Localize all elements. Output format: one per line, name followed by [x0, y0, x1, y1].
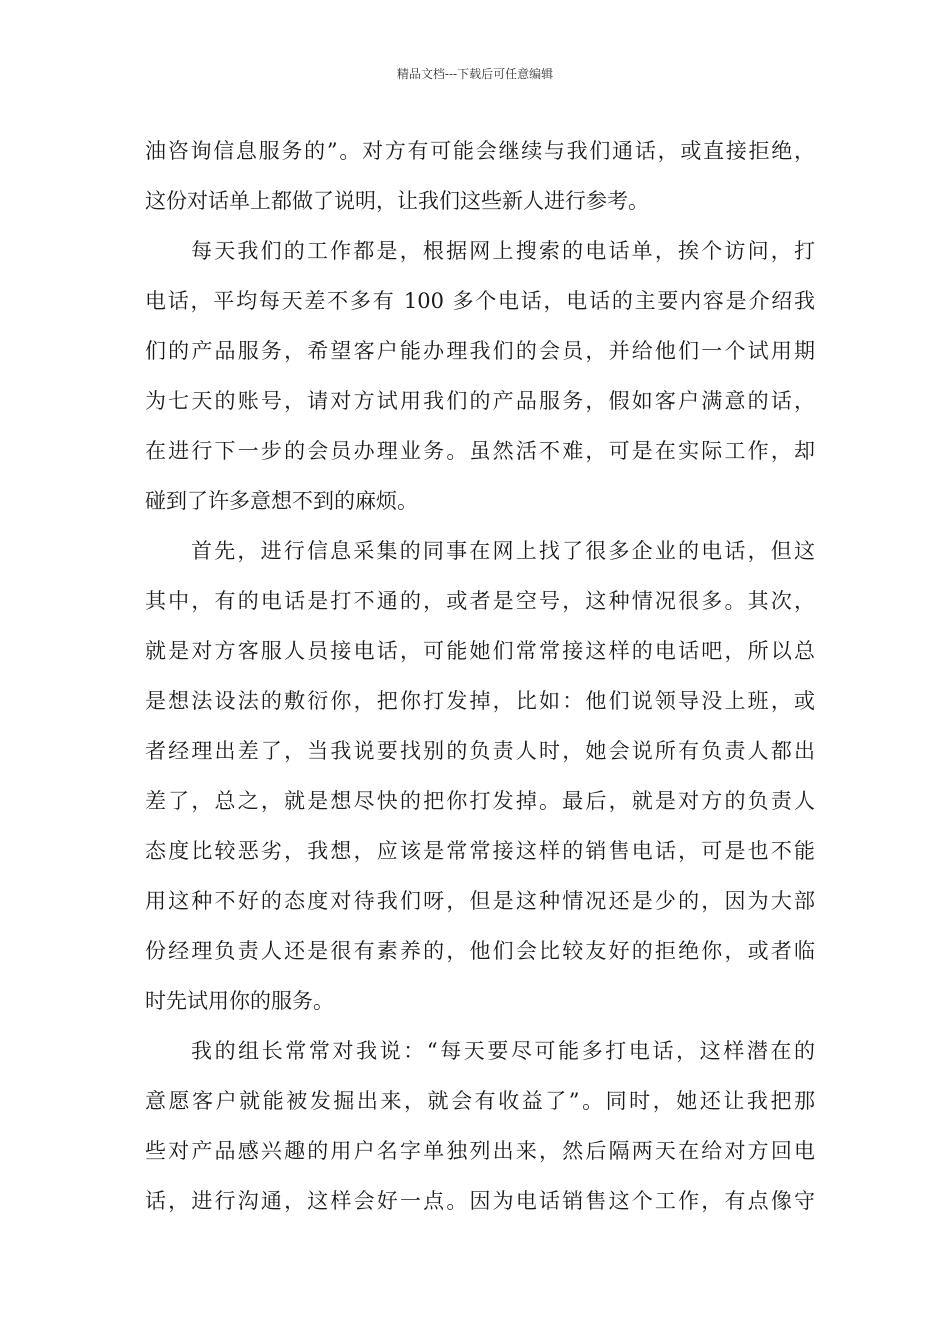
text-line: 油咨询信息服务的”。对方有可能会继续与我们通话，或直接拒绝，	[145, 139, 815, 163]
paragraph	[145, 226, 815, 526]
document-body	[145, 126, 815, 1226]
paragraph	[145, 526, 815, 1026]
paragraph	[145, 126, 815, 226]
text-line: 电话，平均每天差不多有 100 多个电话，电话的主要内容是介绍我	[145, 289, 815, 313]
text-line: 这份对话单上都做了说明，让我们这些新人进行参考。	[145, 189, 649, 213]
text-line: 态度比较恶劣，我想，应该是常常接这样的销售电话，可是也不能	[145, 839, 815, 863]
text-line: 是想法设法的敷衍你，把你打发掉，比如：他们说领导没上班，或	[145, 689, 815, 713]
text-line: 者经理出差了，当我说要找别的负责人时，她会说所有负责人都出	[145, 739, 815, 763]
text-line: 首先，进行信息采集的同事在网上找了很多企业的电话，但这	[191, 539, 815, 563]
text-line: 差了，总之，就是想尽快的把你打发掉。最后，就是对方的负责人	[145, 789, 815, 813]
text-line: 用这种不好的态度对待我们呀，但是这种情况还是少的，因为大部	[145, 889, 815, 913]
text-line: 意愿客户就能被发掘出来，就会有收益了”。同时，她还让我把那	[145, 1089, 815, 1113]
text-line: 些对产品感兴趣的用户名字单独列出来，然后隔两天在给对方回电	[145, 1139, 815, 1163]
text-line: 碰到了许多意想不到的麻烦。	[145, 489, 418, 513]
page-header: 精品文档---下载后可任意编辑	[396, 67, 554, 81]
text-line: 们的产品服务，希望客户能办理我们的会员，并给他们一个试用期	[145, 339, 815, 363]
text-line: 其中，有的电话是打不通的，或者是空号，这种情况很多。其次，	[145, 589, 815, 613]
paragraph	[145, 1026, 815, 1226]
text-line: 就是对方客服人员接电话，可能她们常常接这样的电话吧，所以总	[145, 639, 815, 663]
text-line: 我的组长常常对我说：“每天要尽可能多打电话，这样潜在的	[191, 1039, 815, 1063]
text-line: 为七天的账号，请对方试用我们的产品服务，假如客户满意的话，	[145, 389, 815, 413]
text-line: 话，进行沟通，这样会好一点。因为电话销售这个工作，有点像守	[145, 1189, 815, 1213]
text-line: 份经理负责人还是很有素养的，他们会比较友好的拒绝你，或者临	[145, 939, 815, 963]
text-line: 在进行下一步的会员办理业务。虽然活不难，可是在实际工作，却	[145, 439, 815, 463]
text-line: 时先试用你的服务。	[145, 989, 334, 1013]
text-line: 每天我们的工作都是，根据网上搜索的电话单，挨个访问，打	[191, 239, 815, 263]
